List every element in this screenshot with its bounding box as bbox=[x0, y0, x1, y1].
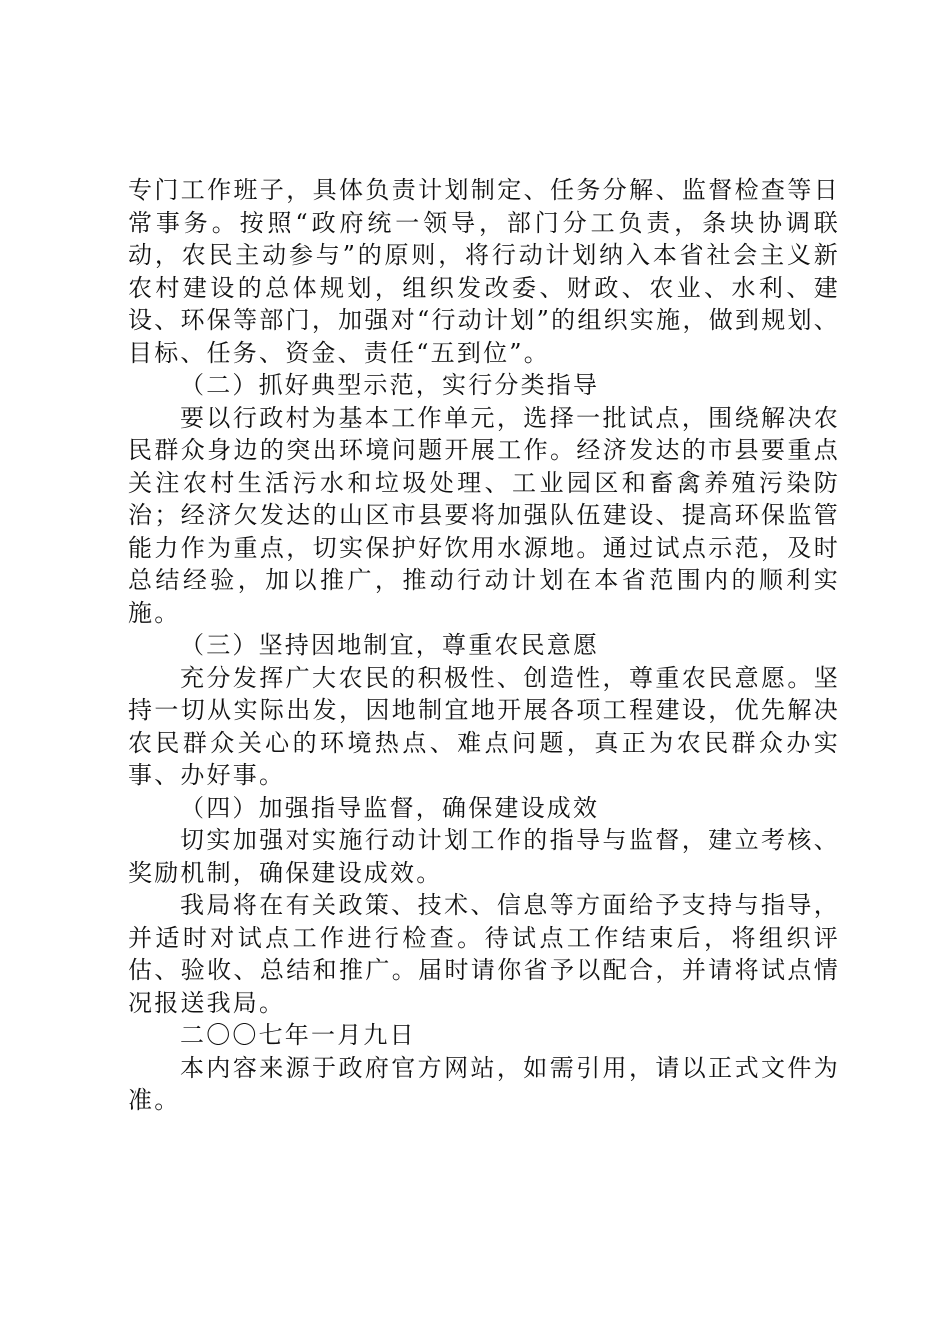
paragraph-work-team: 专门工作班子，具体负责计划制定、任务分解、监督检查等日常事务。按照“政府统一领导，部门分工负责，条块协调联动，农民主动参与”的原则，将行动计划纳入本省社会主义新农村建设的总体规划，组织发改委、财政、农业、水利、建设、环保等部门，加强对“行动计划”的组织实施，做到规划、目标、任务、资金、责任“五到位”。 bbox=[128, 176, 840, 367]
section-heading-2: （二）抓好典型示范，实行分类指导 bbox=[180, 371, 600, 399]
document-date: 二〇〇七年一月九日 bbox=[180, 1021, 416, 1049]
document-body bbox=[128, 174, 840, 1117]
paragraph-farmer-will: 充分发挥广大农民的积极性、创造性，尊重农民意愿。坚持一切从实际出发，因地制宜地开展各项工程建设，优先解决农民群众关心的环境热点、难点问题，真正为农民群众办实事、办好事。 bbox=[128, 663, 840, 789]
section-heading-3: （三）坚持因地制宜，尊重农民意愿 bbox=[180, 631, 600, 659]
section-heading-4: （四）加强指导监督，确保建设成效 bbox=[180, 793, 600, 822]
paragraph-supervision: 切实加强对实施行动计划工作的指导与监督，建立考核、奖励机制，确保建设成效。 bbox=[128, 826, 840, 887]
paragraph-support: 我局将在有关政策、技术、信息等方面给予支持与指导，并适时对试点工作进行检查。待试点工作结束后，将组织评估、验收、总结和推广。届时请你省予以配合，并请将试点情况报送我局。 bbox=[128, 891, 840, 1017]
paragraph-demonstration: 要以行政村为基本工作单元，选择一批试点，围绕解决农民群众身边的突出环境问题开展工作。经济发达的市县要重点关注农村生活污水和垃圾处理、工业园区和畜禽养殖污染防治；经济欠发达的山区市县要将加强队伍建设、提高环保监管能力作为重点，切实保护好饮用水源地。通过试点示范，及时总结经验，加以推广，推动行动计划在本省范围内的顺利实施。 bbox=[128, 403, 840, 627]
source-note: 本内容来源于政府官方网站，如需引用，请以正式文件为准。 bbox=[128, 1053, 840, 1114]
